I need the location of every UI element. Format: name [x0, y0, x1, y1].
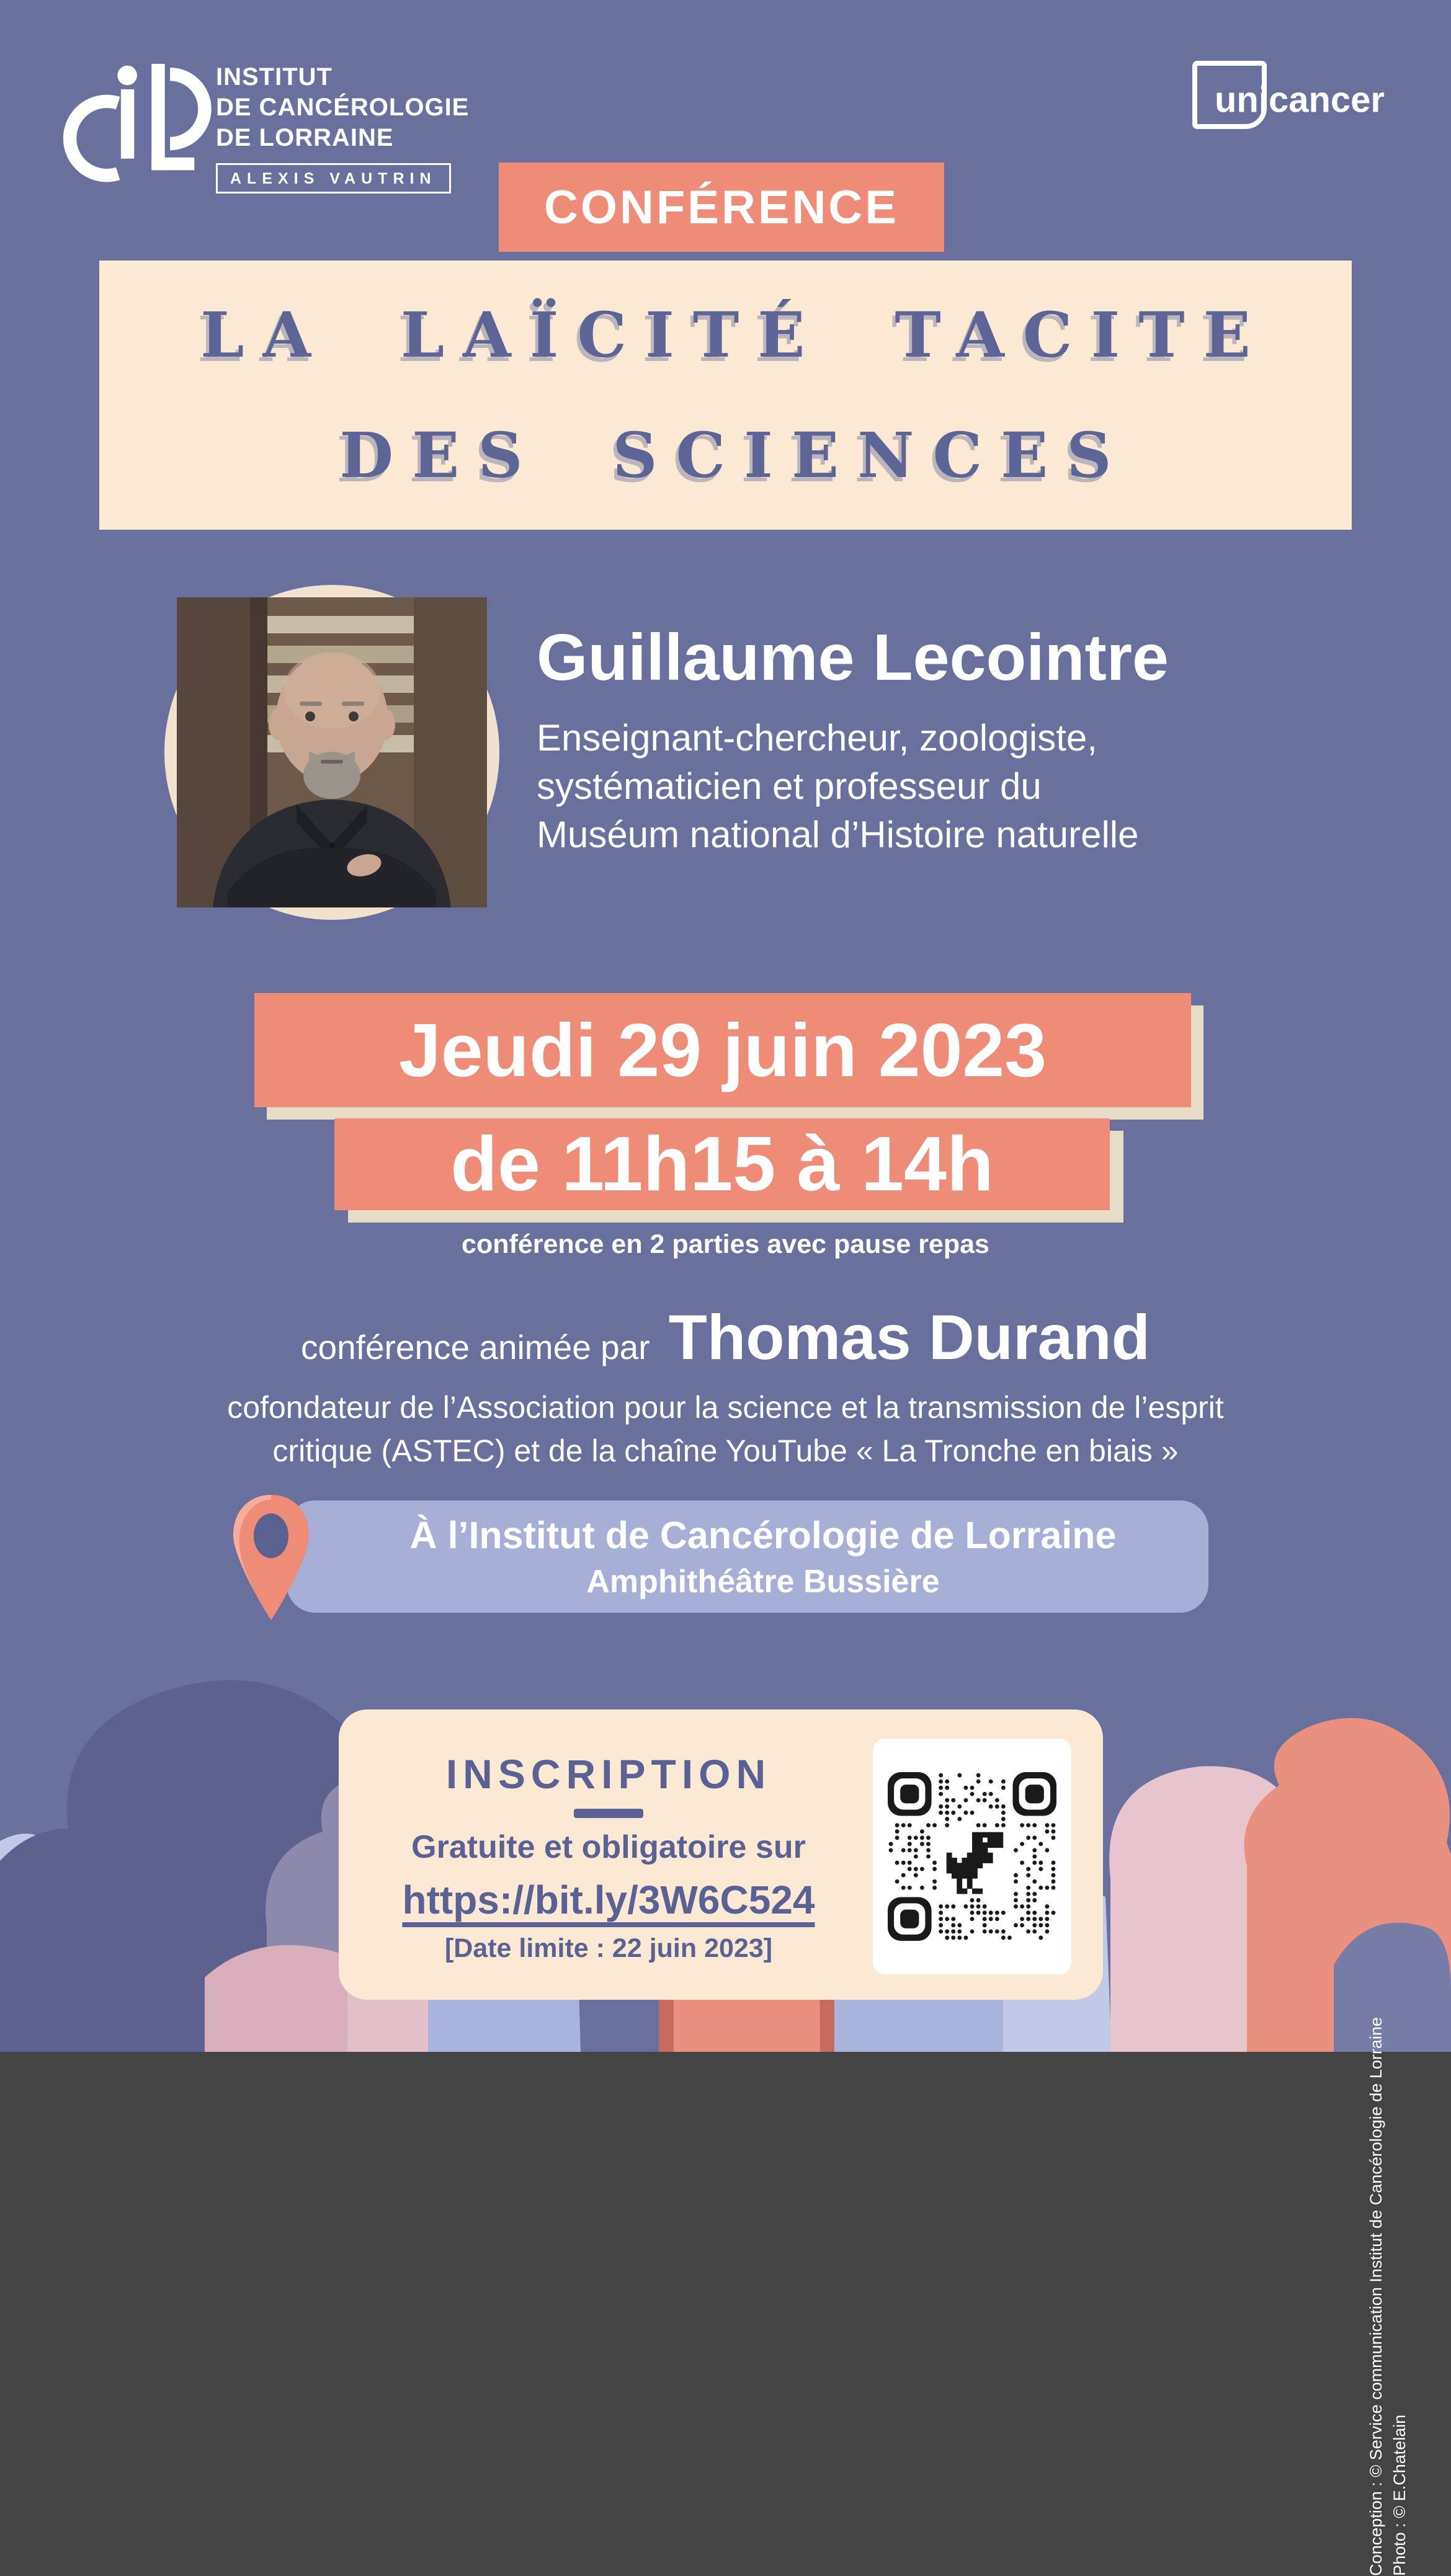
speaker-role-3: Muséum national d’Histoire naturelle: [537, 814, 1139, 855]
location-banner: [287, 1500, 1208, 1613]
location-pin-icon: [230, 1492, 313, 1623]
logo-subtitle: ALEXIS VAUTRIN: [216, 163, 451, 194]
icl-logo-icon: [78, 55, 205, 182]
icl-logo-text: [216, 62, 469, 194]
unicancer-logo: [1192, 61, 1406, 141]
unicancer-wordmark: unicancer: [1215, 79, 1385, 120]
registration-divider: [574, 1809, 643, 1818]
registration-card: [339, 1709, 1103, 2000]
speaker-role-2: systématicien et professeur du: [537, 765, 1042, 807]
speaker-portrait-illustration: [177, 597, 487, 907]
speaker-photo: [164, 585, 499, 920]
host-description-line-2: critique (ASTEC) et de la chaîne YouTube « La Tronche en biais »: [272, 1433, 1179, 1468]
host-description-line-1: cofondateur de l’Association pour la science et la transmission de l’esprit: [227, 1390, 1224, 1425]
credits-line-1: Conception : © Service communication Institut de Cancérologie de Lorraine: [1367, 2017, 1385, 2576]
event-note: conférence en 2 parties avec pause repas: [462, 1229, 989, 1259]
title-line-2: DES SCIENCES: [339, 419, 1130, 492]
event-time-banner: de 11h15 à 14h: [334, 1118, 1110, 1210]
speaker-name: Guillaume Lecointre: [537, 621, 1169, 694]
location-line-2: Amphithéâtre Bussière: [586, 1563, 940, 1600]
registration-deadline: [Date limite : 22 juin 2023]: [444, 1933, 773, 1963]
host-line: [0, 1301, 1451, 1374]
title-band: [99, 261, 1352, 530]
credits: [1364, 2017, 1411, 2576]
logo-line-3: DE LORRAINE: [216, 124, 394, 151]
logo-line-1: INSTITUT: [216, 63, 333, 91]
registration-lead: Gratuite et obligatoire sur: [411, 1829, 806, 1865]
host-name: Thomas Durand: [668, 1302, 1150, 1373]
credits-line-2: Photo : © E.Chatelain: [1390, 2414, 1409, 2576]
qr-card: [873, 1739, 1071, 1974]
speaker-block: [537, 620, 1380, 859]
title-line-1: LA LAÏCITÉ TACITE: [200, 298, 1269, 372]
registration-heading: INSCRIPTION: [445, 1751, 772, 1797]
conference-badge: CONFÉRENCE: [499, 163, 944, 252]
logo-line-2: DE CANCÉROLOGIE: [216, 94, 470, 121]
registration-url-link[interactable]: https://bit.ly/3W6C524: [402, 1877, 815, 1922]
speaker-role-1: Enseignant-chercheur, zoologiste,: [537, 717, 1097, 759]
host-intro: conférence animée par: [301, 1328, 650, 1366]
registration-text-column: [339, 1709, 878, 2000]
qr-svg: [873, 1739, 1071, 1974]
event-date-banner: Jeudi 29 juin 2023: [254, 993, 1191, 1107]
location-line-1: À l’Institut de Cancérologie de Lorraine: [409, 1513, 1117, 1556]
